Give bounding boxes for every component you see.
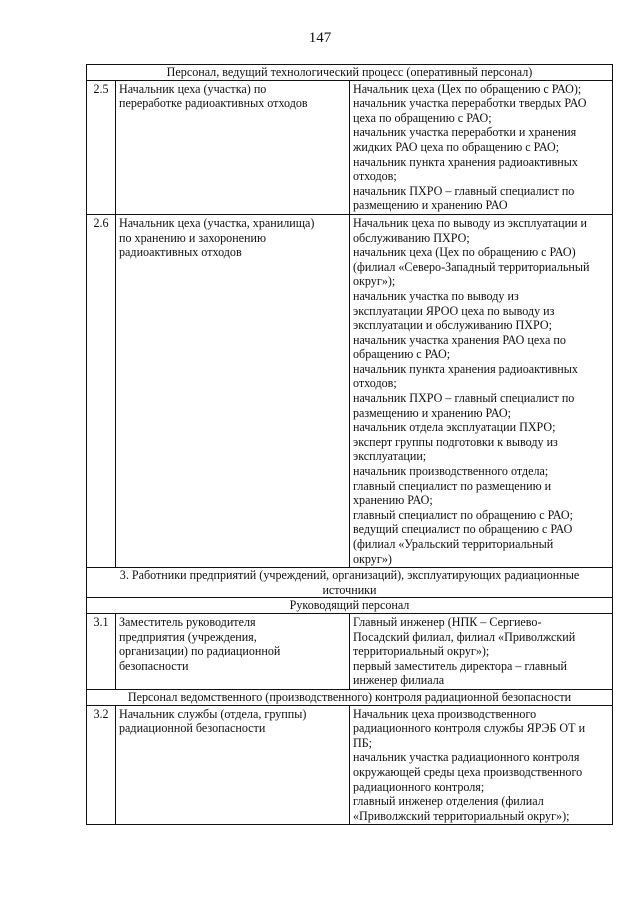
details-cell [350, 613, 613, 689]
row-number: 3.2 [87, 705, 116, 825]
position-cell [116, 214, 350, 567]
position-cell [116, 613, 350, 689]
text-line: обслуживанию ПХРО; [353, 230, 470, 245]
table-row [87, 613, 613, 689]
text-line: Главный инженер (НПК – Сергиево- [353, 614, 542, 629]
text-line: радиационной безопасности [119, 721, 266, 736]
section-header [87, 568, 613, 598]
text-line: хранению РАО; [353, 493, 433, 508]
text-line: (филиал «Уральский территориальный [353, 537, 554, 551]
text-line: радиационного контроля службы ЯРЭБ ОТ и [353, 721, 586, 736]
section-header-row [87, 689, 613, 705]
text-line: Посадский филиал, филиал «Приволжский [353, 629, 576, 644]
text-line: начальник отдела эксплуатации ПХРО; [353, 420, 556, 435]
text-line: начальник производственного отдела; [353, 464, 549, 479]
text-line: начальник участка переработки твердых РАО [353, 96, 587, 111]
text-line: Заместитель руководителя [119, 614, 256, 629]
text-line: размещению и хранению РАО; [353, 405, 511, 420]
text-line: жидких РАО цеха по обращению с РАО; [353, 139, 560, 154]
row-number: 2.5 [87, 80, 116, 214]
text-line: начальник участка хранения РАО цеха по [353, 332, 566, 347]
table-row [87, 214, 613, 567]
text-line: окружающей среды цеха производственного [353, 764, 583, 779]
section-header-row [87, 65, 613, 81]
text-line: начальник участка по выводу из [353, 288, 519, 303]
table-body [87, 65, 613, 825]
page-number: 147 [308, 30, 332, 46]
text-line: начальник ПХРО – главный специалист по [353, 183, 575, 198]
text-line: Начальник цеха (участка, хранилища) [119, 215, 315, 230]
text-line: округ»); [353, 274, 396, 289]
text-line: обращению с РАО; [353, 347, 451, 362]
text-line: округ») [353, 551, 392, 566]
text-line: эксплуатации ЯРОО цеха по выводу из [353, 303, 555, 318]
text-line: безопасности [119, 658, 189, 673]
text-line: Начальник цеха (участка) по [119, 81, 267, 96]
details-cell [350, 80, 613, 214]
text-line: начальник пункта хранения радиоактивных [353, 154, 578, 169]
text-line: эксперт группы подготовки к выводу из [353, 434, 558, 449]
text-line: «Приволжский территориальный округ»); [353, 808, 570, 823]
text-line: Начальник цеха по выводу из эксплуатации и [353, 215, 588, 230]
text-line: инженер филиала [353, 673, 445, 688]
text-line: Начальник службы (отдела, группы) [119, 706, 307, 721]
text-line: начальник ПХРО – главный специалист по [353, 391, 575, 406]
text-line: 3. Работники предприятий (учреждений, организаций), эксплуатирующих радиационные [119, 568, 580, 583]
text-line: начальник участка радиационного контроля [353, 750, 580, 765]
text-line: отходов; [353, 169, 397, 184]
section-header-row [87, 568, 613, 598]
text-line: начальник пункта хранения радиоактивных [353, 361, 578, 376]
text-line: Персонал, ведущий технологический процесс (оперативный персонал) [166, 65, 533, 79]
text-line: организации) по радиационной [119, 644, 281, 659]
section-header [87, 65, 613, 81]
details-cell [350, 214, 613, 567]
text-line: Руководящий персонал [289, 598, 410, 613]
row-number: 2.6 [87, 214, 116, 567]
text-line: радиационного контроля; [353, 779, 485, 794]
text-line: главный специалист по размещению и [353, 478, 552, 493]
text-line: переработке радиоактивных отходов [119, 96, 308, 111]
text-line: начальник участка переработки и хранения [353, 125, 577, 140]
section-header [87, 689, 613, 705]
text-line: эксплуатации и обслуживанию ПХРО; [353, 318, 552, 333]
table-row [87, 705, 613, 825]
text-line: радиоактивных отходов [119, 245, 242, 260]
table-row [87, 80, 613, 214]
text-line: по хранению и захоронению [119, 230, 267, 245]
text-line: размещению и хранению РАО [353, 198, 508, 213]
text-line: ПБ; [353, 735, 373, 750]
row-number: 3.1 [87, 613, 116, 689]
text-line: главный специалист по обращению с РАО; [353, 507, 573, 522]
text-line: (филиал «Северо-Западный территориальный [353, 259, 590, 274]
text-line: источники [322, 582, 377, 597]
position-cell [116, 80, 350, 214]
text-line: эксплуатации; [353, 449, 427, 464]
section-header-row [87, 598, 613, 614]
text-line: отходов; [353, 376, 397, 391]
text-line: ведущий специалист по обращению с РАО [353, 522, 573, 537]
details-cell [350, 705, 613, 825]
text-line: Начальник цеха (Цех по обращению с РАО); [353, 81, 582, 96]
section-header [87, 598, 613, 614]
text-line: первый заместитель директора – главный [353, 658, 568, 673]
text-line: главный инженер отделения (филиал [353, 794, 544, 809]
text-line: Начальник цеха производственного [353, 706, 537, 721]
text-line: начальник цеха (Цех по обращению с РАО) [353, 245, 576, 260]
text-line: территориальный округ»); [353, 644, 490, 659]
text-line: Персонал ведомственного (производственного) контроля радиационной безопасности [127, 689, 572, 704]
position-cell [116, 705, 350, 825]
text-line: цеха по обращению с РАО; [353, 110, 492, 125]
text-line: предприятия (учреждения, [119, 629, 257, 644]
personnel-table [86, 64, 613, 825]
